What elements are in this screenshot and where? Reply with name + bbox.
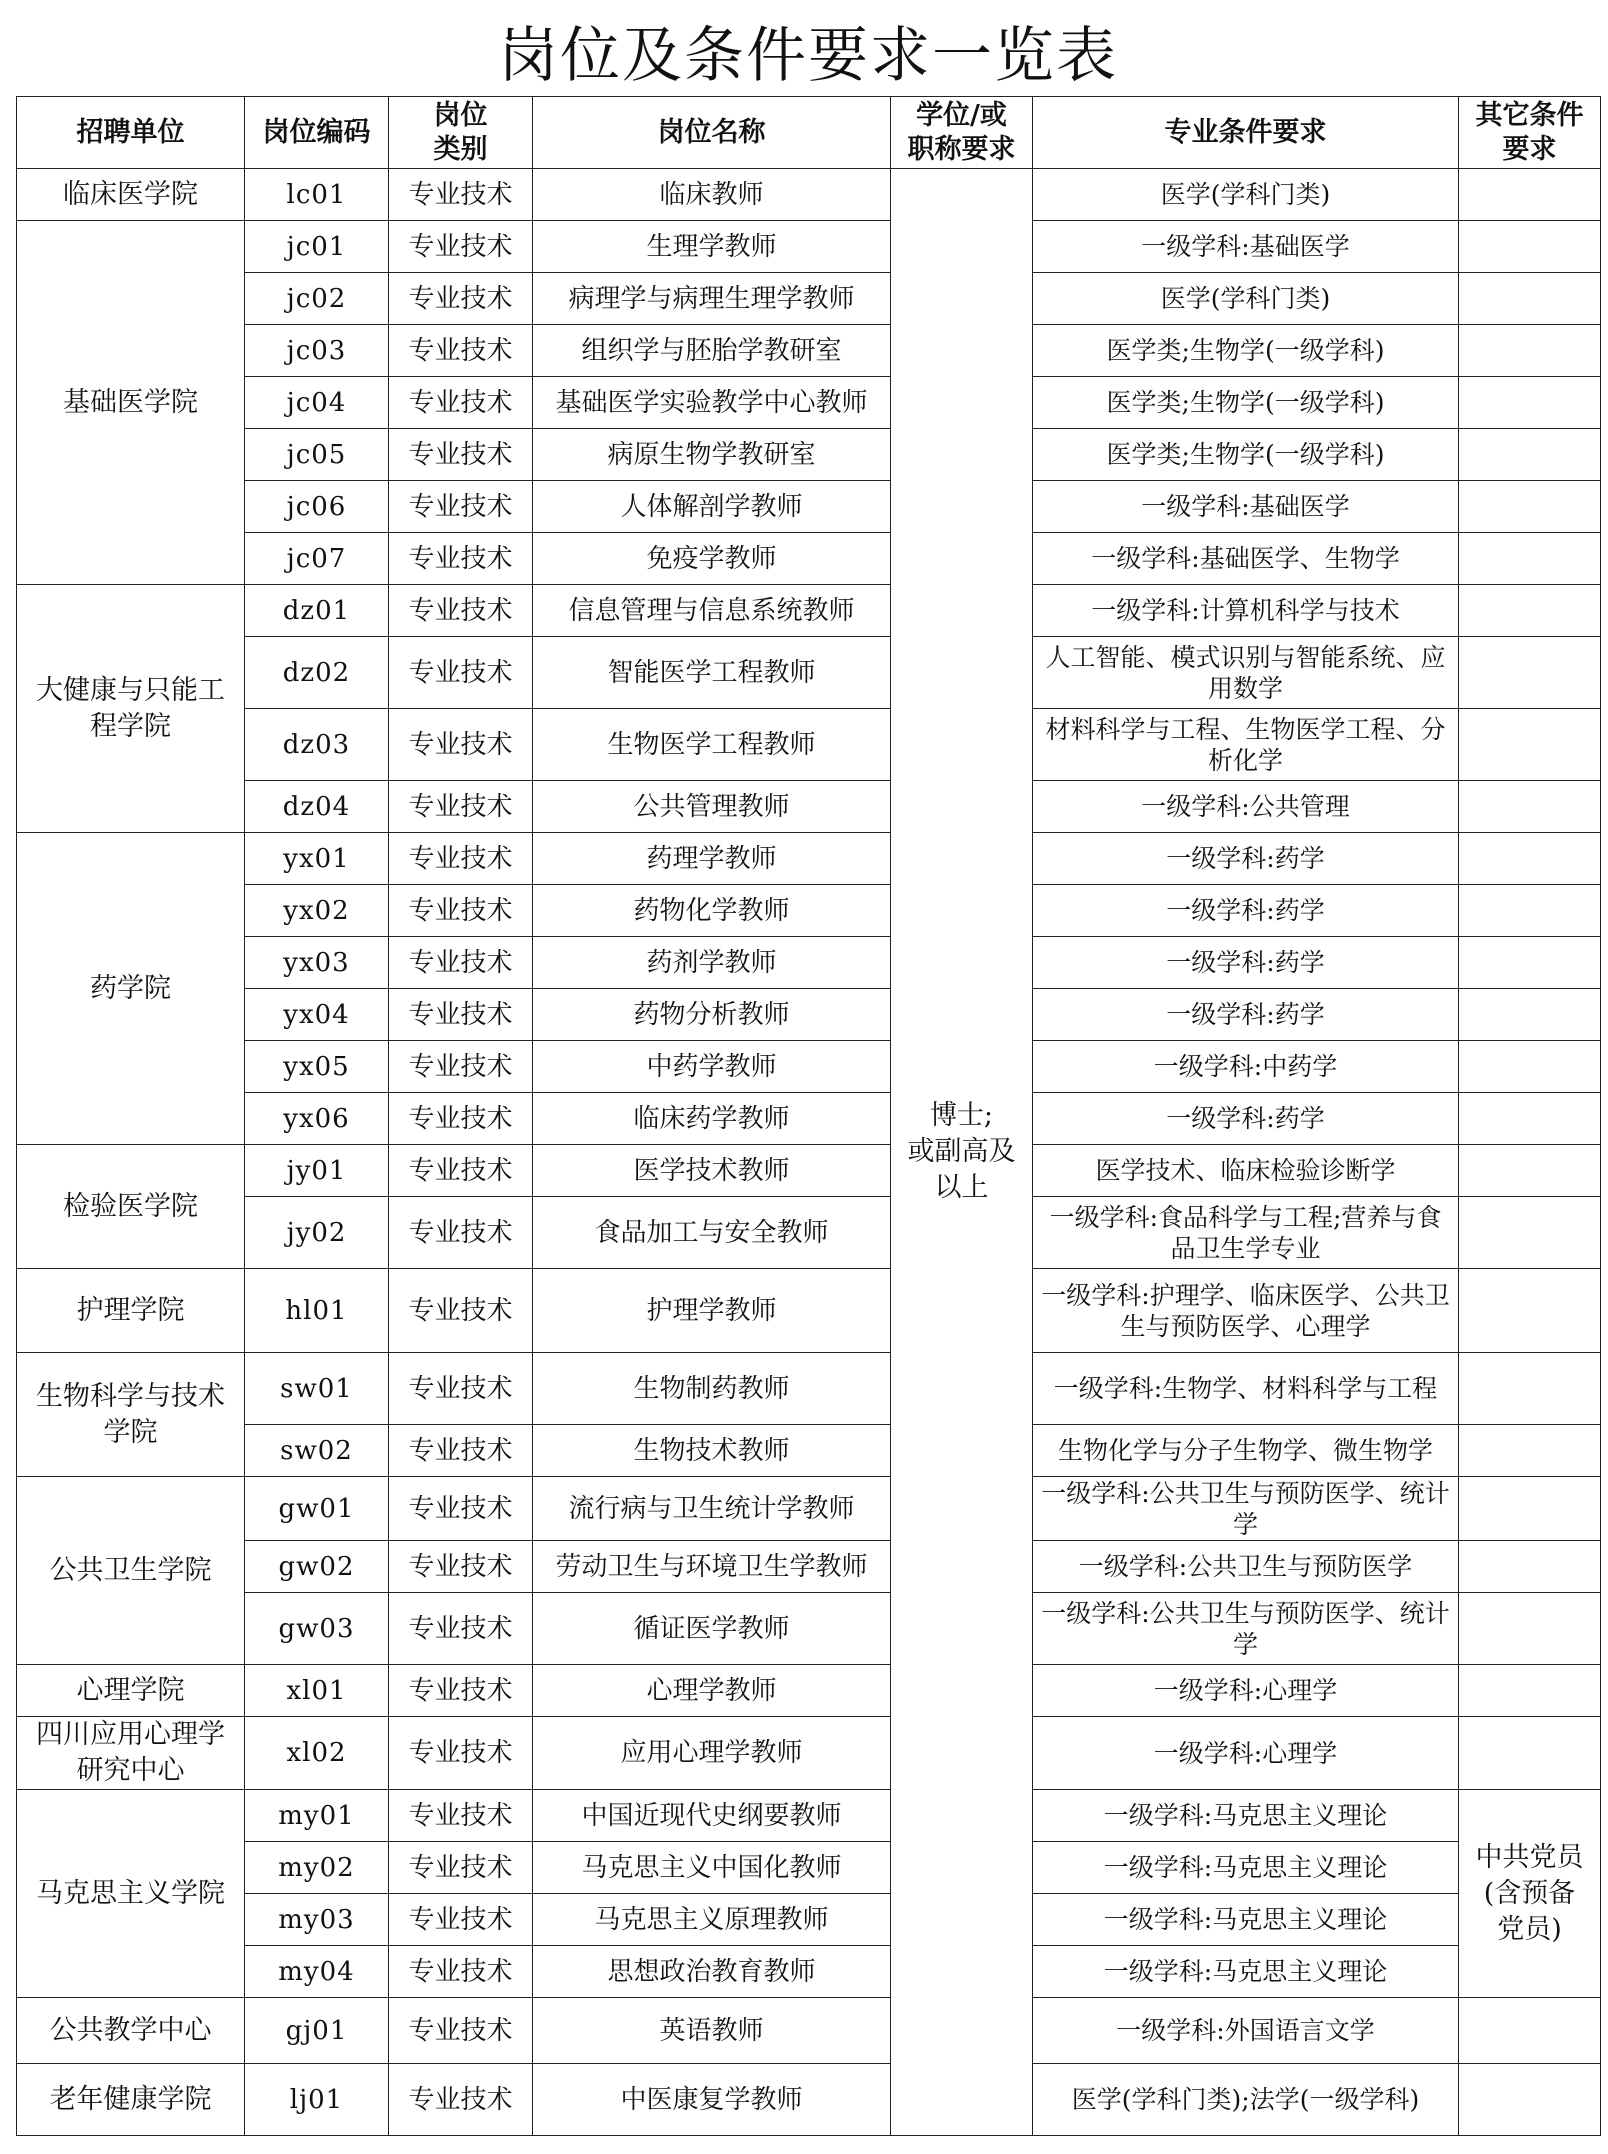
unit-cell: 临床医学院 xyxy=(17,169,245,221)
position-name-cell: 人体解剖学教师 xyxy=(533,481,891,533)
other-requirement-empty xyxy=(1459,989,1601,1041)
other-requirement-empty xyxy=(1459,169,1601,221)
table-row xyxy=(17,1477,1601,1541)
code-cell: jy01 xyxy=(245,1145,389,1197)
code-cell: jc06 xyxy=(245,481,389,533)
code-cell: dz04 xyxy=(245,781,389,833)
table-row xyxy=(17,833,1601,885)
table-row xyxy=(17,1425,1601,1477)
category-cell: 专业技术 xyxy=(389,1477,533,1541)
position-name-cell: 应用心理学教师 xyxy=(533,1717,891,1790)
unit-cell: 药学院 xyxy=(17,833,245,1145)
other-requirement-empty xyxy=(1459,1041,1601,1093)
spec-cell: 一级学科:护理学、临床医学、公共卫生与预防医学、心理学 xyxy=(1033,1269,1459,1353)
other-requirement-empty xyxy=(1459,1269,1601,1353)
table-row xyxy=(17,221,1601,273)
other-requirement-empty xyxy=(1459,937,1601,989)
position-name-cell: 马克思主义原理教师 xyxy=(533,1894,891,1946)
spec-cell: 一级学科:食品科学与工程;营养与食品卫生学专业 xyxy=(1033,1197,1459,1269)
spec-cell: 人工智能、模式识别与智能系统、应用数学 xyxy=(1033,637,1459,709)
position-name-cell: 中药学教师 xyxy=(533,1041,891,1093)
category-cell: 专业技术 xyxy=(389,989,533,1041)
code-cell: xl01 xyxy=(245,1665,389,1717)
other-requirement-empty xyxy=(1459,481,1601,533)
table-row xyxy=(17,1665,1601,1717)
position-name-cell: 食品加工与安全教师 xyxy=(533,1197,891,1269)
table-row xyxy=(17,1269,1601,1353)
category-cell: 专业技术 xyxy=(389,1946,533,1998)
other-requirement-empty xyxy=(1459,1353,1601,1425)
position-name-cell: 护理学教师 xyxy=(533,1269,891,1353)
code-cell: jc04 xyxy=(245,377,389,429)
table-row xyxy=(17,1353,1601,1425)
code-cell: jc05 xyxy=(245,429,389,481)
position-name-cell: 智能医学工程教师 xyxy=(533,637,891,709)
table-row xyxy=(17,885,1601,937)
position-name-cell: 思想政治教育教师 xyxy=(533,1946,891,1998)
table-body xyxy=(17,169,1601,2136)
code-cell: dz02 xyxy=(245,637,389,709)
code-cell: jc01 xyxy=(245,221,389,273)
other-requirement-empty xyxy=(1459,1665,1601,1717)
spec-cell: 医学(学科门类) xyxy=(1033,169,1459,221)
code-cell: my04 xyxy=(245,1946,389,1998)
category-cell: 专业技术 xyxy=(389,781,533,833)
code-cell: yx02 xyxy=(245,885,389,937)
other-requirement-empty xyxy=(1459,1593,1601,1665)
other-requirement-empty xyxy=(1459,1197,1601,1269)
spec-cell: 医学(学科门类);法学(一级学科) xyxy=(1033,2064,1459,2136)
spec-cell: 一级学科:公共卫生与预防医学、统计学 xyxy=(1033,1477,1459,1541)
code-cell: gw02 xyxy=(245,1541,389,1593)
table-row xyxy=(17,637,1601,709)
other-requirement-empty xyxy=(1459,533,1601,585)
category-cell: 专业技术 xyxy=(389,1197,533,1269)
position-name-cell: 医学技术教师 xyxy=(533,1145,891,1197)
table-row xyxy=(17,1842,1601,1894)
spec-cell: 一级学科:心理学 xyxy=(1033,1717,1459,1790)
position-name-cell: 劳动卫生与环境卫生学教师 xyxy=(533,1541,891,1593)
other-requirement-empty xyxy=(1459,1717,1601,1790)
code-cell: my01 xyxy=(245,1790,389,1842)
table-row xyxy=(17,1041,1601,1093)
spec-cell: 一级学科:计算机科学与技术 xyxy=(1033,585,1459,637)
table-row xyxy=(17,533,1601,585)
job-requirements-sheet xyxy=(16,16,1600,2136)
unit-cell: 老年健康学院 xyxy=(17,2064,245,2136)
other-requirement-cell: 中共党员 (含预备 党员) xyxy=(1459,1790,1601,1998)
spec-cell: 医学类;生物学(一级学科) xyxy=(1033,377,1459,429)
other-requirement-empty xyxy=(1459,1093,1601,1145)
unit-cell: 心理学院 xyxy=(17,1665,245,1717)
table-row xyxy=(17,585,1601,637)
code-cell: gw01 xyxy=(245,1477,389,1541)
position-name-cell: 英语教师 xyxy=(533,1998,891,2064)
position-name-cell: 免疫学教师 xyxy=(533,533,891,585)
table-row xyxy=(17,169,1601,221)
code-cell: xl02 xyxy=(245,1717,389,1790)
spec-cell: 一级学科:马克思主义理论 xyxy=(1033,1842,1459,1894)
code-cell: dz03 xyxy=(245,709,389,781)
table-row xyxy=(17,1093,1601,1145)
category-cell: 专业技术 xyxy=(389,1353,533,1425)
position-name-cell: 马克思主义中国化教师 xyxy=(533,1842,891,1894)
code-cell: yx06 xyxy=(245,1093,389,1145)
table-row xyxy=(17,1593,1601,1665)
other-requirement-empty xyxy=(1459,1998,1601,2064)
unit-cell: 公共卫生学院 xyxy=(17,1477,245,1665)
spec-cell: 医学(学科门类) xyxy=(1033,273,1459,325)
table-row xyxy=(17,1998,1601,2064)
category-cell: 专业技术 xyxy=(389,429,533,481)
category-cell: 专业技术 xyxy=(389,325,533,377)
category-cell: 专业技术 xyxy=(389,1894,533,1946)
table-row xyxy=(17,1197,1601,1269)
category-cell: 专业技术 xyxy=(389,481,533,533)
category-cell: 专业技术 xyxy=(389,2064,533,2136)
other-requirement-empty xyxy=(1459,429,1601,481)
category-cell: 专业技术 xyxy=(389,1842,533,1894)
position-name-cell: 病理学与病理生理学教师 xyxy=(533,273,891,325)
spec-cell: 一级学科:心理学 xyxy=(1033,1665,1459,1717)
position-name-cell: 循证医学教师 xyxy=(533,1593,891,1665)
spec-cell: 一级学科:生物学、材料科学与工程 xyxy=(1033,1353,1459,1425)
spec-cell: 一级学科:公共卫生与预防医学 xyxy=(1033,1541,1459,1593)
position-name-cell: 生物技术教师 xyxy=(533,1425,891,1477)
unit-cell: 生物科学与技术学院 xyxy=(17,1353,245,1477)
code-cell: my02 xyxy=(245,1842,389,1894)
code-cell: my03 xyxy=(245,1894,389,1946)
category-cell: 专业技术 xyxy=(389,637,533,709)
other-requirement-empty xyxy=(1459,1477,1601,1541)
unit-cell: 护理学院 xyxy=(17,1269,245,1353)
category-cell: 专业技术 xyxy=(389,885,533,937)
table-row xyxy=(17,1946,1601,1998)
category-cell: 专业技术 xyxy=(389,1665,533,1717)
requirements-table xyxy=(16,96,1601,2136)
code-cell: sw01 xyxy=(245,1353,389,1425)
header-spec: 专业条件要求 xyxy=(1033,97,1459,169)
position-name-cell: 生理学教师 xyxy=(533,221,891,273)
other-requirement-empty xyxy=(1459,325,1601,377)
position-name-cell: 生物制药教师 xyxy=(533,1353,891,1425)
position-name-cell: 药物化学教师 xyxy=(533,885,891,937)
table-row xyxy=(17,1894,1601,1946)
position-name-cell: 临床教师 xyxy=(533,169,891,221)
other-requirement-empty xyxy=(1459,709,1601,781)
unit-cell: 马克思主义学院 xyxy=(17,1790,245,1998)
spec-cell: 医学技术、临床检验诊断学 xyxy=(1033,1145,1459,1197)
other-requirement-empty xyxy=(1459,2064,1601,2136)
category-cell: 专业技术 xyxy=(389,377,533,429)
spec-cell: 一级学科:药学 xyxy=(1033,989,1459,1041)
category-cell: 专业技术 xyxy=(389,1425,533,1477)
spec-cell: 材料科学与工程、生物医学工程、分析化学 xyxy=(1033,709,1459,781)
code-cell: lj01 xyxy=(245,2064,389,2136)
unit-cell: 基础医学院 xyxy=(17,221,245,585)
code-cell: jy02 xyxy=(245,1197,389,1269)
other-requirement-empty xyxy=(1459,833,1601,885)
table-row xyxy=(17,709,1601,781)
table-row xyxy=(17,1541,1601,1593)
page-title: 岗位及条件要求一览表 xyxy=(498,21,1118,91)
other-requirement-empty xyxy=(1459,1145,1601,1197)
header-degree: 学位/或 职称要求 xyxy=(891,97,1033,169)
spec-cell: 一级学科:药学 xyxy=(1033,885,1459,937)
unit-cell: 大健康与只能工程学院 xyxy=(17,585,245,833)
table-row xyxy=(17,1145,1601,1197)
other-requirement-empty xyxy=(1459,273,1601,325)
position-name-cell: 中医康复学教师 xyxy=(533,2064,891,2136)
spec-cell: 一级学科:药学 xyxy=(1033,1093,1459,1145)
table-row xyxy=(17,325,1601,377)
table-row xyxy=(17,781,1601,833)
code-cell: jc07 xyxy=(245,533,389,585)
position-name-cell: 生物医学工程教师 xyxy=(533,709,891,781)
category-cell: 专业技术 xyxy=(389,1593,533,1665)
category-cell: 专业技术 xyxy=(389,1269,533,1353)
degree-requirement-cell: 博士; 或副高及 以上 xyxy=(891,169,1033,2136)
category-cell: 专业技术 xyxy=(389,1998,533,2064)
category-cell: 专业技术 xyxy=(389,273,533,325)
spec-cell: 一级学科:药学 xyxy=(1033,937,1459,989)
spec-cell: 一级学科:基础医学 xyxy=(1033,221,1459,273)
code-cell: gj01 xyxy=(245,1998,389,2064)
category-cell: 专业技术 xyxy=(389,169,533,221)
code-cell: sw02 xyxy=(245,1425,389,1477)
header-name: 岗位名称 xyxy=(533,97,891,169)
code-cell: jc03 xyxy=(245,325,389,377)
position-name-cell: 信息管理与信息系统教师 xyxy=(533,585,891,637)
header-category: 岗位 类别 xyxy=(389,97,533,169)
table-row xyxy=(17,481,1601,533)
other-requirement-empty xyxy=(1459,221,1601,273)
category-cell: 专业技术 xyxy=(389,585,533,637)
unit-cell: 检验医学院 xyxy=(17,1145,245,1269)
position-name-cell: 公共管理教师 xyxy=(533,781,891,833)
code-cell: yx03 xyxy=(245,937,389,989)
position-name-cell: 药剂学教师 xyxy=(533,937,891,989)
category-cell: 专业技术 xyxy=(389,1717,533,1790)
position-name-cell: 流行病与卫生统计学教师 xyxy=(533,1477,891,1541)
position-name-cell: 基础医学实验教学中心教师 xyxy=(533,377,891,429)
spec-cell: 一级学科:马克思主义理论 xyxy=(1033,1946,1459,1998)
code-cell: yx01 xyxy=(245,833,389,885)
spec-cell: 一级学科:中药学 xyxy=(1033,1041,1459,1093)
position-name-cell: 组织学与胚胎学教研室 xyxy=(533,325,891,377)
category-cell: 专业技术 xyxy=(389,1041,533,1093)
code-cell: dz01 xyxy=(245,585,389,637)
spec-cell: 医学类;生物学(一级学科) xyxy=(1033,429,1459,481)
spec-cell: 一级学科:基础医学、生物学 xyxy=(1033,533,1459,585)
code-cell: lc01 xyxy=(245,169,389,221)
table-row xyxy=(17,377,1601,429)
category-cell: 专业技术 xyxy=(389,1093,533,1145)
other-requirement-empty xyxy=(1459,637,1601,709)
header-code: 岗位编码 xyxy=(245,97,389,169)
spec-cell: 一级学科:马克思主义理论 xyxy=(1033,1894,1459,1946)
category-cell: 专业技术 xyxy=(389,221,533,273)
other-requirement-empty xyxy=(1459,1425,1601,1477)
code-cell: gw03 xyxy=(245,1593,389,1665)
category-cell: 专业技术 xyxy=(389,709,533,781)
other-requirement-empty xyxy=(1459,885,1601,937)
spec-cell: 一级学科:药学 xyxy=(1033,833,1459,885)
other-requirement-empty xyxy=(1459,377,1601,429)
other-requirement-empty xyxy=(1459,1541,1601,1593)
spec-cell: 一级学科:公共管理 xyxy=(1033,781,1459,833)
spec-cell: 生物化学与分子生物学、微生物学 xyxy=(1033,1425,1459,1477)
code-cell: yx05 xyxy=(245,1041,389,1093)
spec-cell: 一级学科:外国语言文学 xyxy=(1033,1998,1459,2064)
header-other: 其它条件 要求 xyxy=(1459,97,1601,169)
table-row xyxy=(17,937,1601,989)
code-cell: yx04 xyxy=(245,989,389,1041)
header-row xyxy=(17,97,1601,169)
position-name-cell: 心理学教师 xyxy=(533,1665,891,1717)
table-row xyxy=(17,273,1601,325)
table-row xyxy=(17,1717,1601,1790)
table-row xyxy=(17,1790,1601,1842)
category-cell: 专业技术 xyxy=(389,937,533,989)
header-unit: 招聘单位 xyxy=(17,97,245,169)
position-name-cell: 病原生物学教研室 xyxy=(533,429,891,481)
other-requirement-empty xyxy=(1459,585,1601,637)
spec-cell: 医学类;生物学(一级学科) xyxy=(1033,325,1459,377)
category-cell: 专业技术 xyxy=(389,1541,533,1593)
unit-cell: 公共教学中心 xyxy=(17,1998,245,2064)
spec-cell: 一级学科:马克思主义理论 xyxy=(1033,1790,1459,1842)
category-cell: 专业技术 xyxy=(389,833,533,885)
spec-cell: 一级学科:基础医学 xyxy=(1033,481,1459,533)
position-name-cell: 药理学教师 xyxy=(533,833,891,885)
table-row xyxy=(17,429,1601,481)
table-row xyxy=(17,989,1601,1041)
position-name-cell: 药物分析教师 xyxy=(533,989,891,1041)
other-requirement-empty xyxy=(1459,781,1601,833)
category-cell: 专业技术 xyxy=(389,533,533,585)
spec-cell: 一级学科:公共卫生与预防医学、统计学 xyxy=(1033,1593,1459,1665)
code-cell: jc02 xyxy=(245,273,389,325)
unit-cell: 四川应用心理学研究中心 xyxy=(17,1717,245,1790)
table-row xyxy=(17,2064,1601,2136)
category-cell: 专业技术 xyxy=(389,1790,533,1842)
category-cell: 专业技术 xyxy=(389,1145,533,1197)
position-name-cell: 中国近现代史纲要教师 xyxy=(533,1790,891,1842)
code-cell: hl01 xyxy=(245,1269,389,1353)
position-name-cell: 临床药学教师 xyxy=(533,1093,891,1145)
